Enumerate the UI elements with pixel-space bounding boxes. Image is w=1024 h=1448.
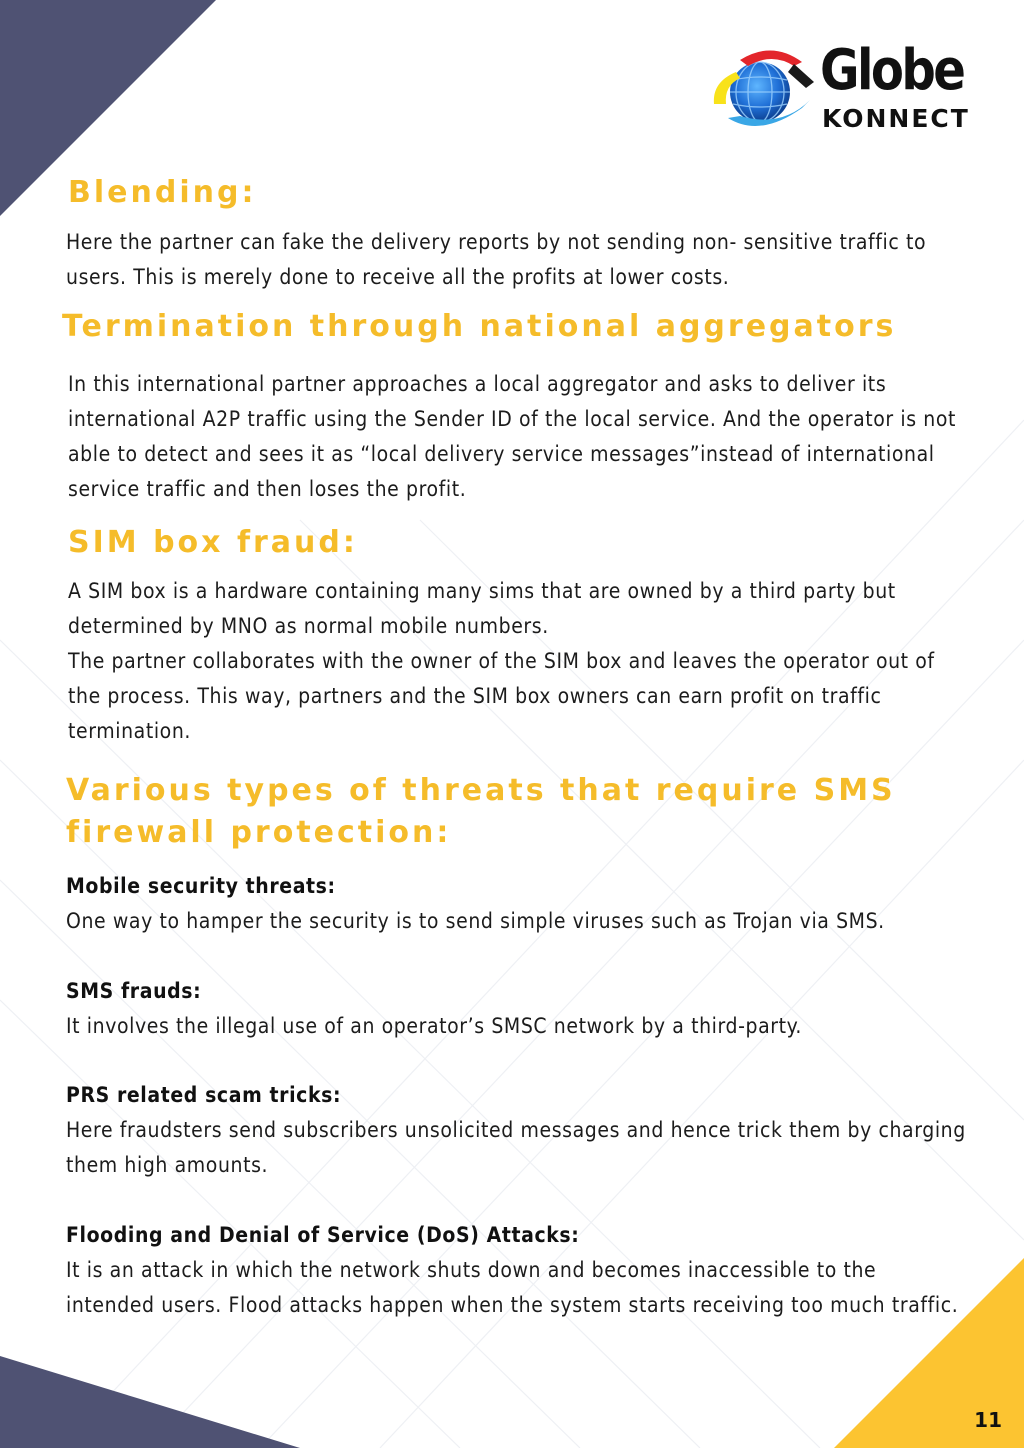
threat-text: Here fraudsters send subscribers unsolicited messages and hence trick them by charging them high amounts. (66, 1118, 966, 1177)
paragraph-blending (66, 225, 966, 295)
heading-blending: Blending: (68, 175, 257, 210)
blending-text: Here the partner can fake the delivery reports by not sending non- sensitive traffic to users. This is merely done to receive all the profits at lower costs. (66, 230, 927, 289)
corner-decoration-bottom-left (0, 1356, 300, 1448)
heading-simbox: SIM box fraud: (68, 525, 358, 560)
threat-title: Mobile security threats: (66, 874, 336, 898)
threat-text: It is an attack in which the network shuts down and becomes inaccessible to the intended users. Flood attacks happen when the system starts receiving too much traffic. (66, 1258, 959, 1317)
heading-threats-line1: Various types of threats that require SMS (66, 773, 896, 808)
paragraph-simbox (68, 574, 968, 749)
brand-name: Globe (820, 38, 964, 103)
threat-text: It involves the illegal use of an operator’s SMSC network by a third-party. (66, 1014, 803, 1038)
brand-subname: KONNECT (822, 104, 970, 133)
brand-logo (710, 40, 985, 140)
paragraph-termination (68, 367, 968, 507)
threat-item-sms-frauds (66, 974, 966, 1044)
threat-text: One way to hamper the security is to send simple viruses such as Trojan via SMS. (66, 909, 885, 933)
threat-item-mobile-security (66, 869, 966, 939)
heading-termination: Termination through national aggregators (62, 309, 897, 344)
threat-item-dos-attacks (66, 1218, 966, 1323)
page-number: 11 (974, 1408, 1002, 1432)
simbox-text-2: The partner collaborates with the owner of the SIM box and leaves the operator out of the process. This way, partners and the SIM box owners can earn profit on traffic termination. (68, 649, 935, 743)
simbox-text-1: A SIM box is a hardware containing many sims that are owned by a third party but determined by MNO as normal mobile numbers. (68, 579, 896, 638)
threat-title: Flooding and Denial of Service (DoS) Attacks: (66, 1223, 580, 1247)
heading-threats-line2: firewall protection: (66, 815, 452, 850)
threat-title: PRS related scam tricks: (66, 1083, 342, 1107)
globe-icon (710, 42, 820, 138)
threat-item-prs-scam (66, 1078, 966, 1183)
termination-text: In this international partner approaches a local aggregator and asks to deliver its international A2P traffic using the Sender ID of the local service. And the operator is not able to detect and sees it as “local delivery service messages”instead of international service traffic and then loses the profit. (68, 372, 957, 501)
threat-title: SMS frauds: (66, 979, 202, 1003)
